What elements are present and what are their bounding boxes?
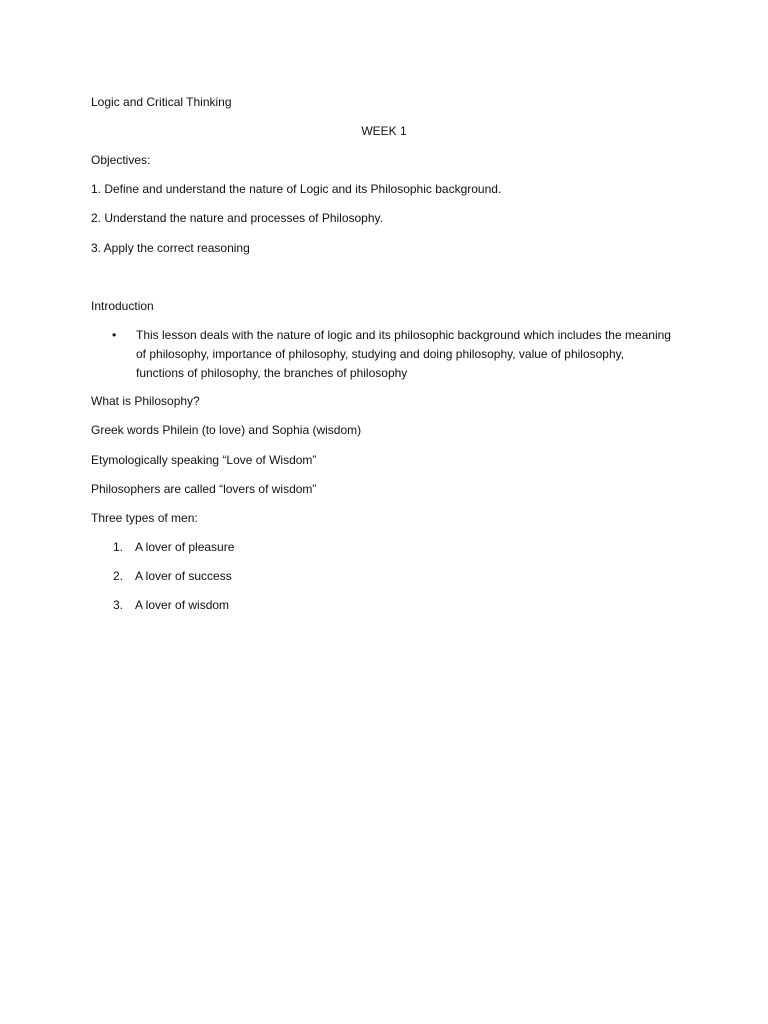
greek-words-line: Greek words Philein (to love) and Sophia (wisdom) bbox=[91, 423, 362, 437]
what-is-philosophy-heading: What is Philosophy? bbox=[91, 394, 200, 408]
philosophers-line: Philosophers are called “lovers of wisdom” bbox=[91, 482, 317, 496]
objectives-heading: Objectives: bbox=[91, 153, 151, 167]
objective-item: 3. Apply the correct reasoning bbox=[91, 241, 250, 255]
objective-item: 1. Define and understand the nature of Logic and its Philosophic background. bbox=[91, 182, 502, 196]
list-item-number: 1. bbox=[113, 540, 124, 554]
introduction-bullet-text: This lesson deals with the nature of logic and its philosophic background which includes the meaning of philosophy, importance of philosophy, studying and doing philosophy, value of philosophy, functions of philosophy, the branches of philosophy bbox=[136, 328, 671, 380]
bullet-icon: • bbox=[112, 328, 117, 342]
list-item-text: A lover of wisdom bbox=[135, 598, 230, 612]
list-item-text: A lover of success bbox=[135, 569, 232, 583]
list-item bbox=[113, 540, 234, 555]
types-heading: Three types of men: bbox=[91, 511, 198, 525]
course-title: Logic and Critical Thinking bbox=[91, 95, 232, 109]
objective-item: 2. Understand the nature and processes of Philosophy. bbox=[91, 211, 383, 225]
list-item-text: A lover of pleasure bbox=[135, 540, 235, 554]
introduction-heading: Introduction bbox=[91, 299, 154, 313]
etymology-line: Etymologically speaking “Love of Wisdom” bbox=[91, 453, 317, 467]
list-item bbox=[113, 598, 229, 613]
list-item-number: 2. bbox=[113, 569, 124, 583]
list-item bbox=[113, 569, 232, 584]
list-item-number: 3. bbox=[113, 598, 124, 612]
week-heading: WEEK 1 bbox=[361, 124, 407, 138]
